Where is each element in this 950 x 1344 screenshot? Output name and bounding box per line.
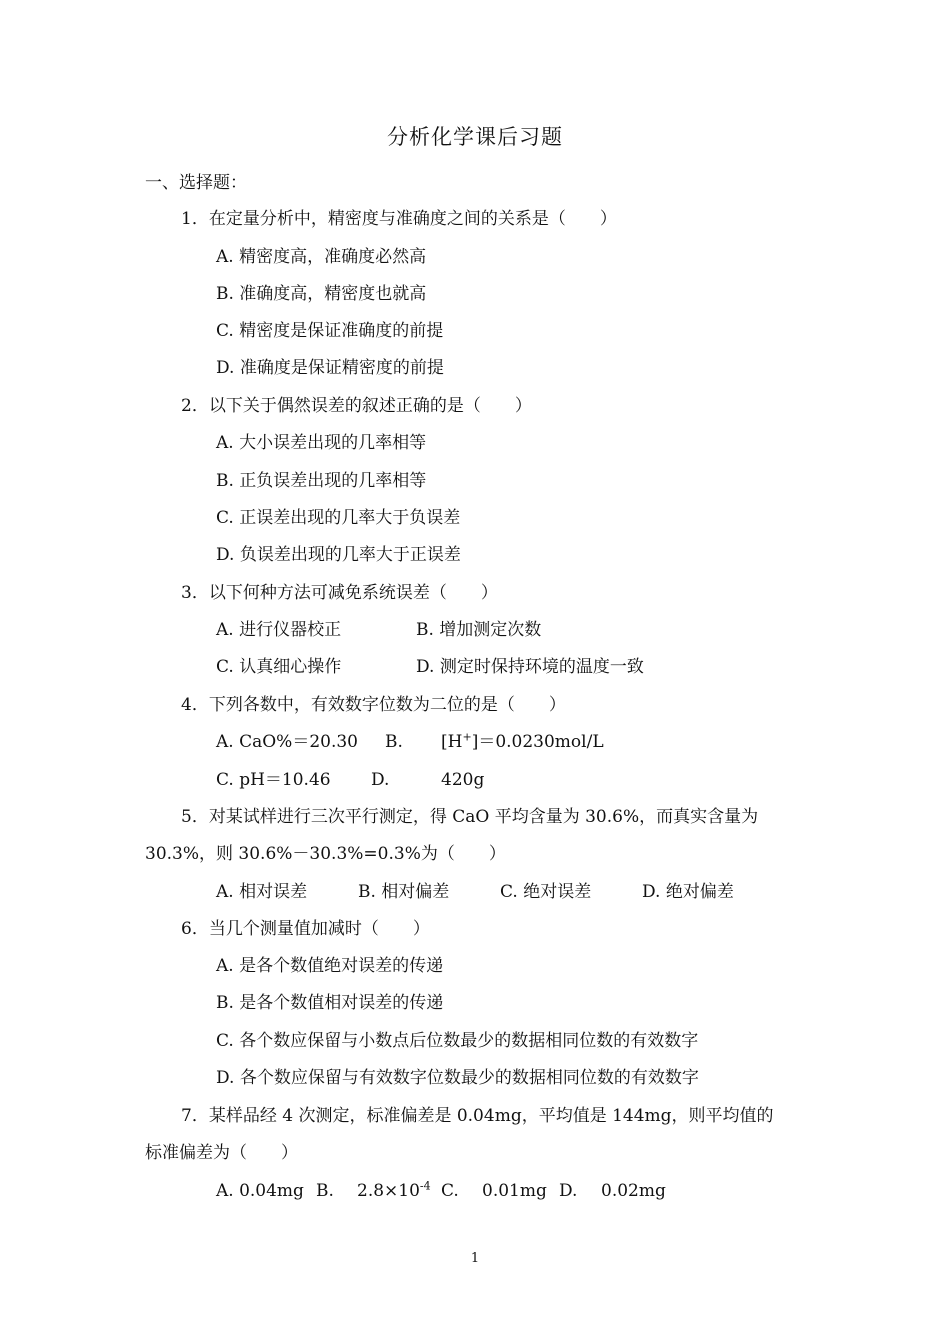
question-5-option-b: B. 相对偏差 bbox=[358, 882, 450, 902]
question-6-option-c: C. 各个数应保留与小数点后位数最少的数据相同位数的有效数字 bbox=[216, 1031, 699, 1051]
question-7-option-b-label: B. bbox=[316, 1181, 334, 1201]
question-4-option-d-value: 420g bbox=[441, 770, 485, 790]
question-7-stem-line-1: 7．某样品经 4 次测定，标准偏差是 0.04mg，平均值是 144mg，则平均值的 bbox=[181, 1106, 774, 1126]
question-7-stem-line-2: 标准偏差为（ ） bbox=[145, 1143, 298, 1163]
question-2-option-d: D. 负误差出现的几率大于正误差 bbox=[216, 545, 461, 565]
question-3-option-c: C. 认真细心操作 bbox=[216, 657, 342, 677]
question-4-option-b-value: [H+]＝0.0230mol/L bbox=[441, 730, 604, 752]
question-1-option-a: A. 精密度高，准确度必然高 bbox=[216, 247, 427, 267]
question-2-option-c: C. 正误差出现的几率大于负误差 bbox=[216, 508, 461, 528]
question-5-stem-line-2: 30.3%，则 30.6%－30.3%=0.3%为（ ） bbox=[145, 844, 506, 864]
question-7-option-d-value: 0.02mg bbox=[601, 1181, 666, 1201]
question-5-option-a: A. 相对误差 bbox=[216, 882, 308, 902]
page-number: 1 bbox=[470, 1251, 480, 1266]
question-5-option-c: C. 绝对误差 bbox=[500, 882, 592, 902]
question-3-option-d: D. 测定时保持环境的温度一致 bbox=[416, 657, 644, 677]
question-2-stem: 2．以下关于偶然误差的叙述正确的是（ ） bbox=[181, 396, 532, 416]
question-1-option-b: B. 准确度高，精密度也就高 bbox=[216, 284, 427, 304]
question-6-option-a: A. 是各个数值绝对误差的传递 bbox=[216, 956, 444, 976]
question-1-option-d: D. 准确度是保证精密度的前提 bbox=[216, 358, 444, 378]
question-6-option-d: D. 各个数应保留与有效数字位数最少的数据相同位数的有效数字 bbox=[216, 1068, 699, 1088]
question-4-option-c: C. pH＝10.46 bbox=[216, 770, 331, 790]
question-7-option-c-value: 0.01mg bbox=[482, 1181, 547, 1201]
question-4-option-d-label: D. bbox=[371, 770, 390, 790]
page-title: 分析化学课后习题 bbox=[387, 125, 563, 149]
question-6-option-b: B. 是各个数值相对误差的传递 bbox=[216, 993, 444, 1013]
question-5-stem-line-1: 5．对某试样进行三次平行测定，得 CaO 平均含量为 30.6%，而真实含量为 bbox=[181, 807, 759, 827]
question-4-option-b-label: B. bbox=[385, 732, 403, 752]
question-1-stem: 1．在定量分析中，精密度与准确度之间的关系是（ ） bbox=[181, 209, 617, 229]
question-6-stem: 6．当几个测量值加减时（ ） bbox=[181, 919, 430, 939]
section-heading: 一、选择题： bbox=[145, 173, 247, 193]
question-7-option-a: A. 0.04mg bbox=[216, 1181, 304, 1201]
question-3-stem: 3．以下何种方法可减免系统误差（ ） bbox=[181, 583, 498, 603]
question-1-option-c: C. 精密度是保证准确度的前提 bbox=[216, 321, 444, 341]
question-3-option-a: A. 进行仪器校正 bbox=[216, 620, 342, 640]
question-7-option-b-value: $2.8\times 10^{-4}$ bbox=[357, 1179, 431, 1201]
question-7-option-c-label: C. bbox=[441, 1181, 459, 1201]
question-2-option-a: A. 大小误差出现的几率相等 bbox=[216, 433, 427, 453]
question-7-option-d-label: D. bbox=[559, 1181, 578, 1201]
question-4-stem: 4．下列各数中，有效数字位数为二位的是（ ） bbox=[181, 695, 566, 715]
question-5-option-d: D. 绝对偏差 bbox=[642, 882, 734, 902]
question-2-option-b: B. 正负误差出现的几率相等 bbox=[216, 471, 427, 491]
question-4-option-a: A. CaO%＝20.30 bbox=[216, 732, 358, 752]
question-3-option-b: B. 增加测定次数 bbox=[416, 620, 542, 640]
